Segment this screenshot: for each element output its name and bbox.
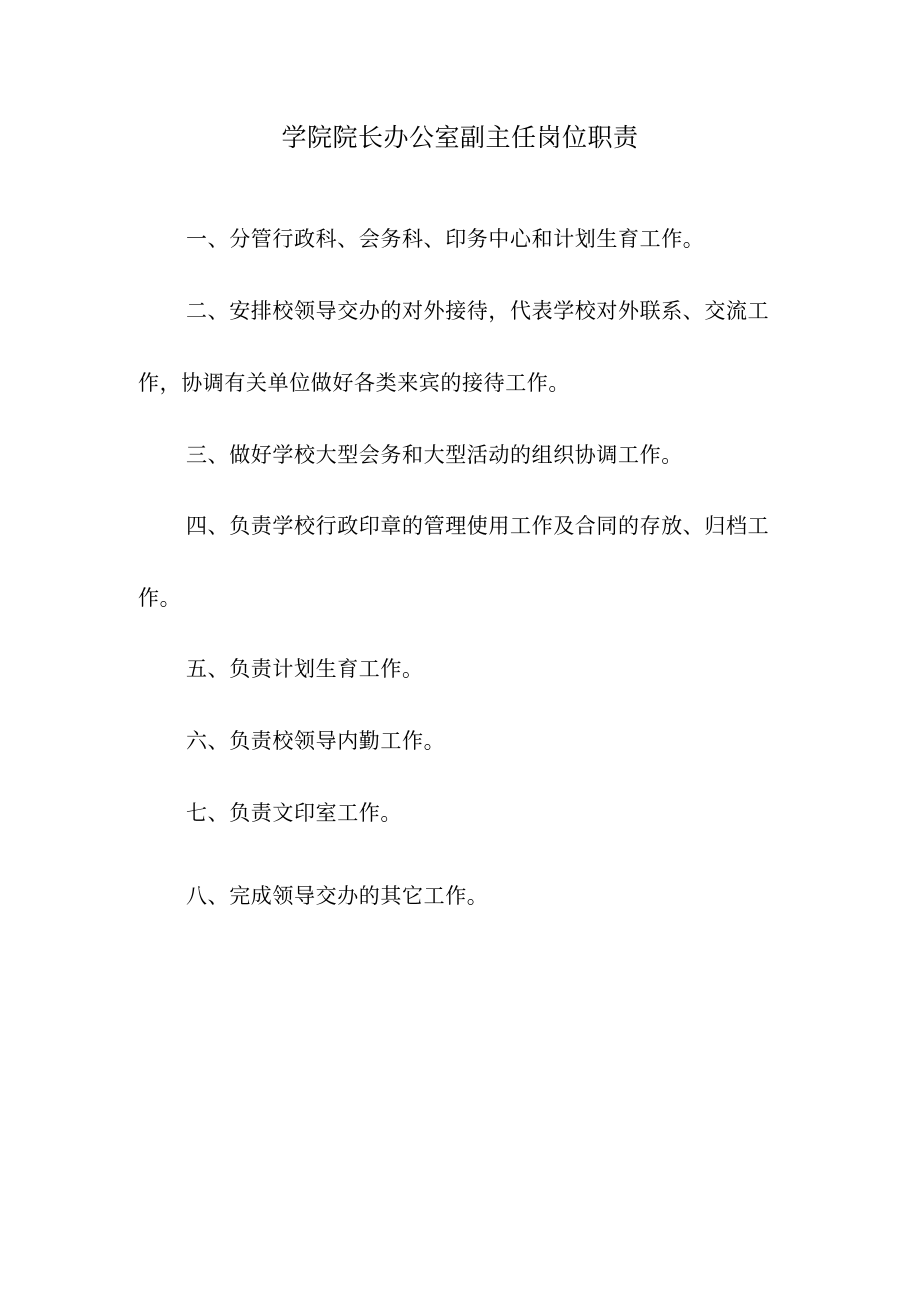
duty-paragraph-4: 四、负责学校行政印章的管理使用工作及合同的存放、归档工作。 xyxy=(138,514,770,610)
document-title: 学院院长办公室副主任岗位职责 xyxy=(281,123,639,152)
duty-paragraph-7: 七、负责文印室工作。 xyxy=(186,801,402,825)
duty-paragraph-1: 一、分管行政科、会务科、印务中心和计划生育工作。 xyxy=(186,227,705,251)
duty-paragraph-3: 三、做好学校大型会务和大型活动的组织协调工作。 xyxy=(186,443,683,467)
duty-paragraph-2: 二、安排校领导交办的对外接待，代表学校对外联系、交流工作，协调有关单位做好各类来宾的接待工作。 xyxy=(138,299,770,395)
duty-paragraph-5: 五、负责计划生育工作。 xyxy=(186,657,424,681)
duty-paragraph-6: 六、负责校领导内勤工作。 xyxy=(186,729,446,753)
duty-paragraph-8: 八、完成领导交办的其它工作。 xyxy=(186,884,489,908)
